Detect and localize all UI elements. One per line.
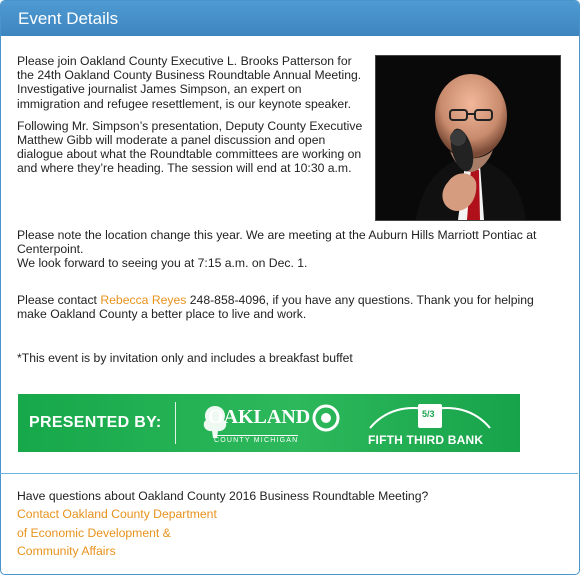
- invitation-note: *This event is by invitation only and includes a breakfast buffet: [17, 351, 353, 365]
- contact-department-link-line-3[interactable]: Community Affairs: [17, 543, 116, 558]
- contact-section: [17, 293, 547, 321]
- sponsor-banner: [18, 394, 520, 452]
- fifth-third-bank-text: FIFTH THIRD BANK: [368, 433, 484, 447]
- location-section: [17, 228, 547, 271]
- oakland-county-michigan-text: COUNTY MICHIGAN: [214, 437, 299, 444]
- bottom-divider: [0, 473, 578, 474]
- location-text: Please note the location change this year. We are meeting at the Auburn Hills Marriott Pontiac at Centerpoint.: [17, 228, 537, 257]
- speaker-portrait-icon: [376, 56, 560, 220]
- arrival-text: We look forward to seeing you at 7:15 a.m. on Dec. 1.: [17, 256, 308, 271]
- panel-title: Event Details: [18, 9, 119, 28]
- contact-details: 248-858-4096, if you have any questions. Thank you for helping make Oakland County a better place to live and work.: [17, 293, 534, 322]
- contact-department-link-line-2[interactable]: of Economic Development &: [17, 525, 171, 540]
- fifth-third-mark: 5/3: [422, 409, 435, 419]
- oakland-seal-icon: [312, 404, 340, 432]
- banner-divider: [175, 402, 176, 444]
- intro-paragraph-1: Please join Oakland County Executive L. Brooks Patterson for the 24th Oakland County Business Roundtable Annual Meeting. Investigative journalist James Simpson, an expert on immigration and refugee resettlement, is our keynote speaker.: [17, 54, 362, 111]
- oakland-logo-text: OAKLAND: [208, 406, 311, 428]
- rebecca-reyes-link[interactable]: Rebecca Reyes: [100, 293, 187, 307]
- questions-section: [17, 487, 537, 560]
- speaker-photo: [375, 55, 561, 221]
- contact-department-link-line-1[interactable]: Contact Oakland County Department: [17, 507, 217, 522]
- presented-by-label: PRESENTED BY:: [29, 414, 162, 431]
- intro-paragraph-2: Following Mr. Simpson’s presentation, Deputy County Executive Matthew Gibb will moderate a panel discussion and open dialogue about what the Roundtable committees are working on and where they’re heading. The session will end at 10:30 a.m.: [17, 118, 363, 176]
- questions-text: Have questions about Oakland County 2016 Business Roundtable Meeting?: [17, 489, 429, 503]
- contact-intro: Please contact: [17, 293, 101, 307]
- panel-header: [1, 1, 579, 36]
